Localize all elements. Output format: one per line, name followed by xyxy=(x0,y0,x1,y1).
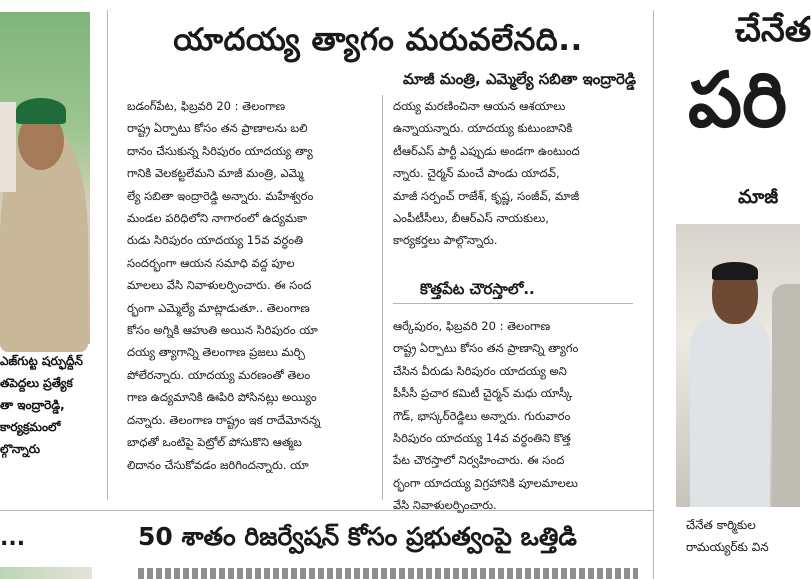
left-photo xyxy=(0,12,90,344)
right-article-kicker: చేనేత xyxy=(735,10,811,50)
skull-cap xyxy=(16,98,66,124)
right-article-byline: మాజీ xyxy=(738,186,779,208)
text-line: న్నారు. చైర్మన్ మంచే పాండు యాదవ్, xyxy=(393,166,560,181)
text-line: సిరిపురం యాదయ్య 14వ వర్ధంతిని కొత్త xyxy=(393,431,571,446)
text-line: సందర్భంగా ఆయన సమాధి వద్ద పూల xyxy=(127,255,295,270)
text-line: బాధతో ఒంటిపై పెట్రోల్ పోసుకొని ఆత్మబ xyxy=(127,435,302,450)
text-line: బడంగ్‌పేట, ఫిబ్రవరి 20 : తెలంగాణ xyxy=(127,99,286,113)
right-article-headline: పరి xyxy=(688,55,788,144)
caption-line: ల్గొన్నారు xyxy=(0,442,41,456)
background-person xyxy=(772,284,800,507)
text-line: దయ్య మరణించినా ఆయన ఆశయాలు xyxy=(393,99,566,113)
article-column-2 xyxy=(393,95,633,265)
text-line: ర్భంగా యాదయ్య విగ్రహానికి పూలమాలలు xyxy=(393,475,578,490)
text-line: మాజీ సర్పంచ్ రాజేశ్, కృష్ణ, సంజీవ్, మాజీ xyxy=(393,188,580,203)
text-line: కోసం అగ్నికి ఆహుతి అయిన సిరిపురం యా xyxy=(127,323,318,338)
left-photo-caption xyxy=(0,350,92,460)
article-byline: మాజీ మంత్రి, ఎమ్మెల్యే సబితా ఇంద్రారెడ్డి xyxy=(402,70,636,88)
text-line: కార్యకర్తలు పాల్గొన్నారు. xyxy=(393,233,498,248)
column-divider xyxy=(653,10,654,579)
text-line: రాష్ట్ర ఏర్పాటు కోసం తన ప్రాణాలను బలి xyxy=(127,121,308,136)
article-column-1 xyxy=(127,95,371,500)
text-line: లిదానం చేసుకోవడం జరిగిందన్నారు. యా xyxy=(127,457,309,472)
subhead-divider xyxy=(393,303,633,304)
left-bottom-dots: ... xyxy=(0,526,26,551)
caption-line: కార్యక్రమంలో xyxy=(0,420,61,434)
text-line: మాలలు వేసి నివాళులర్పించారు. ఈ సంద xyxy=(127,278,312,293)
text-line: వేసి నివాళులర్పించారు. xyxy=(393,498,497,513)
text-line: పీసీసీ ప్రచార కమిటీ చైర్మన్ మధు యాస్కీ xyxy=(393,386,573,401)
text-line: ఎంపీటీసీలు, బీఆర్ఎస్ నాయకులు, xyxy=(393,211,549,226)
text-line: చేసిన వీరుడు సిరిపురం యాదయ్య అని xyxy=(393,363,567,378)
column-divider xyxy=(107,10,108,500)
column-divider xyxy=(382,95,383,500)
person-shirt xyxy=(690,316,770,507)
second-headline: 50 శాతం రిజర్వేషన్ కోసం ప్రభుత్వంపై ఒత్తిడి xyxy=(138,522,577,551)
caption-line: తా ఇంద్రారెడ్డి, xyxy=(0,398,65,412)
left-bottom-photo-strip xyxy=(0,567,92,579)
text-line: పోలేరన్నారు. యాదయ్య మరణంతో తెలం xyxy=(127,367,311,382)
right-photo xyxy=(676,224,800,507)
person-hair xyxy=(712,262,758,280)
text-line: దయ్య త్యాగాన్ని తెలంగాణ ప్రజలు మర్చి xyxy=(127,345,305,360)
text-line: ఉన్నాయన్నారు. యాదయ్య కుటుంబానికి xyxy=(393,121,573,136)
text-line: రాష్ట్ర ఏర్పాటు కోసం తన ప్రాణాన్ని త్యాగం xyxy=(393,341,579,356)
text-line: ఆర్కేపురం, ఫిబ్రవరి 20 : తెలంగాణ xyxy=(393,319,551,333)
text-line: ర్భంగా ఎమ్మెల్యే మాట్లాడుతూ.. తెలంగాణ xyxy=(127,300,310,315)
caption-line: రామయ్యర్‌కు విన xyxy=(686,540,769,554)
text-line: టీఆర్ఎస్ పార్టీ ఎప్పుడు అండగా ఉంటుంద xyxy=(393,143,580,158)
article-headline: యాదయ్య త్యాగం మరువలేనది.. xyxy=(173,22,583,58)
next-article-text-strip xyxy=(138,568,638,579)
text-line: గౌడ్, భాస్కర్‌రెడ్డిలు అన్నారు. గురువారం xyxy=(393,408,571,423)
text-line: గానికి వెలకట్టలేమని మాజీ మంత్రి, ఎమ్మె xyxy=(127,166,304,181)
caption-line: చేనేత కార్మికుల xyxy=(686,518,756,532)
article-subhead: కొత్తపేట చౌరస్తాలో.. xyxy=(420,280,535,298)
caption-line: ఎజ్‌గుట్ట షర్ఫుద్దీన్ xyxy=(0,354,83,368)
text-line: గాణ ఉద్యమానికి ఊపిరి పోసినట్లు అయ్యిం xyxy=(127,390,317,405)
right-photo-caption xyxy=(686,514,800,558)
text-line: పేట చౌరస్తాలో నిర్వహించారు. ఈ సంద xyxy=(393,453,565,468)
text-line: దానం చేసుకున్న సిరిపురం యాదయ్య త్యా xyxy=(127,143,313,158)
text-line: రుడు సిరిపురం యాదయ్య 15వ వర్ధంతి xyxy=(127,233,304,248)
article-column-3 xyxy=(393,315,633,513)
text-line: మండల పరిధిలోని నాగారంలో ఉద్యమకా xyxy=(127,211,308,226)
caption-line: తపెద్దలు ప్రత్యేక xyxy=(0,376,73,390)
text-line: ల్యే సబితా ఇంద్రారెడ్డి అన్నారు. మహేశ్వరం xyxy=(127,188,314,203)
background-figure xyxy=(0,102,16,192)
text-line: దన్నారు. తెలంగాణ రాష్ట్రం ఇక రాదేమోనన్న xyxy=(127,412,321,427)
